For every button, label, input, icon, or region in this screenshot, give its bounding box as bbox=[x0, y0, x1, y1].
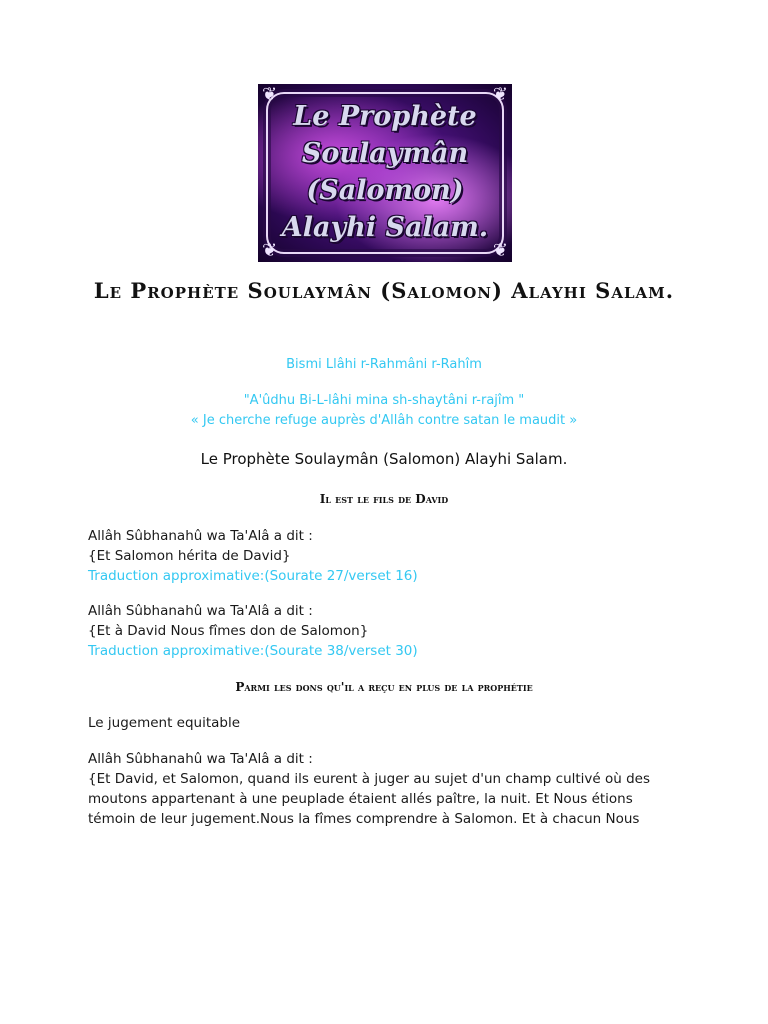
quote-block bbox=[88, 526, 688, 586]
flourish-icon: ❦ bbox=[262, 240, 278, 261]
quote-text-line: {Et David, et Salomon, quand ils eurent à juger au sujet d'un champ cultivé où des bbox=[88, 771, 651, 787]
quote-intro: Allâh Sûbhanahû wa Ta'Alâ a dit : bbox=[88, 603, 313, 619]
quote-reference: Traduction approximative:(Sourate 27/verset 16) bbox=[88, 568, 418, 584]
banner-line: (Salomon) bbox=[306, 175, 464, 206]
quote-text-line: témoin de leur jugement.Nous la fîmes comprendre à Salomon. Et à chacun Nous bbox=[88, 811, 640, 827]
banner-line: Alayhi Salam. bbox=[281, 212, 489, 243]
quote-reference: Traduction approximative:(Sourate 38/verset 30) bbox=[88, 643, 418, 659]
banner-line: Le Prophète bbox=[293, 101, 477, 132]
quote-text: {Et à David Nous fîmes don de Salomon} bbox=[88, 623, 369, 639]
banner-line: Soulaymân bbox=[301, 138, 469, 169]
quote-text-line: moutons appartenant à une peuplade étaient allés paître, la nuit. Et Nous étions bbox=[88, 791, 633, 807]
quote-block bbox=[88, 601, 688, 661]
flourish-icon: ❦ bbox=[262, 84, 278, 105]
quote-text: {Et Salomon hérita de David} bbox=[88, 548, 291, 564]
title-banner-image bbox=[258, 84, 512, 262]
quote-block bbox=[88, 749, 688, 829]
audhu: "A'ûdhu Bi-L-lâhi mina sh-shaytâni r-rajîm " bbox=[243, 393, 525, 408]
audhu-translation: « Je cherche refuge auprès d'Allâh contre satan le maudit » bbox=[190, 413, 578, 428]
judgement-label: Le jugement equitable bbox=[88, 715, 241, 731]
section-heading: Il est le fils de David bbox=[319, 492, 449, 506]
section-heading: Parmi les dons qu'il a reçu en plus de la prophétie bbox=[235, 680, 533, 694]
page-title: Le Prophète Soulaymân (Salomon) Alayhi Salam. bbox=[93, 278, 675, 303]
banner-text bbox=[258, 98, 512, 246]
flourish-icon: ❦ bbox=[492, 240, 508, 261]
subtitle: Le Prophète Soulaymân (Salomon) Alayhi Salam. bbox=[200, 450, 568, 468]
quote-intro: Allâh Sûbhanahû wa Ta'Alâ a dit : bbox=[88, 528, 313, 544]
basmala: Bismi Llâhi r-Rahmâni r-Rahîm bbox=[286, 357, 482, 372]
flourish-icon: ❦ bbox=[492, 84, 508, 105]
quote-intro: Allâh Sûbhanahû wa Ta'Alâ a dit : bbox=[88, 751, 313, 767]
